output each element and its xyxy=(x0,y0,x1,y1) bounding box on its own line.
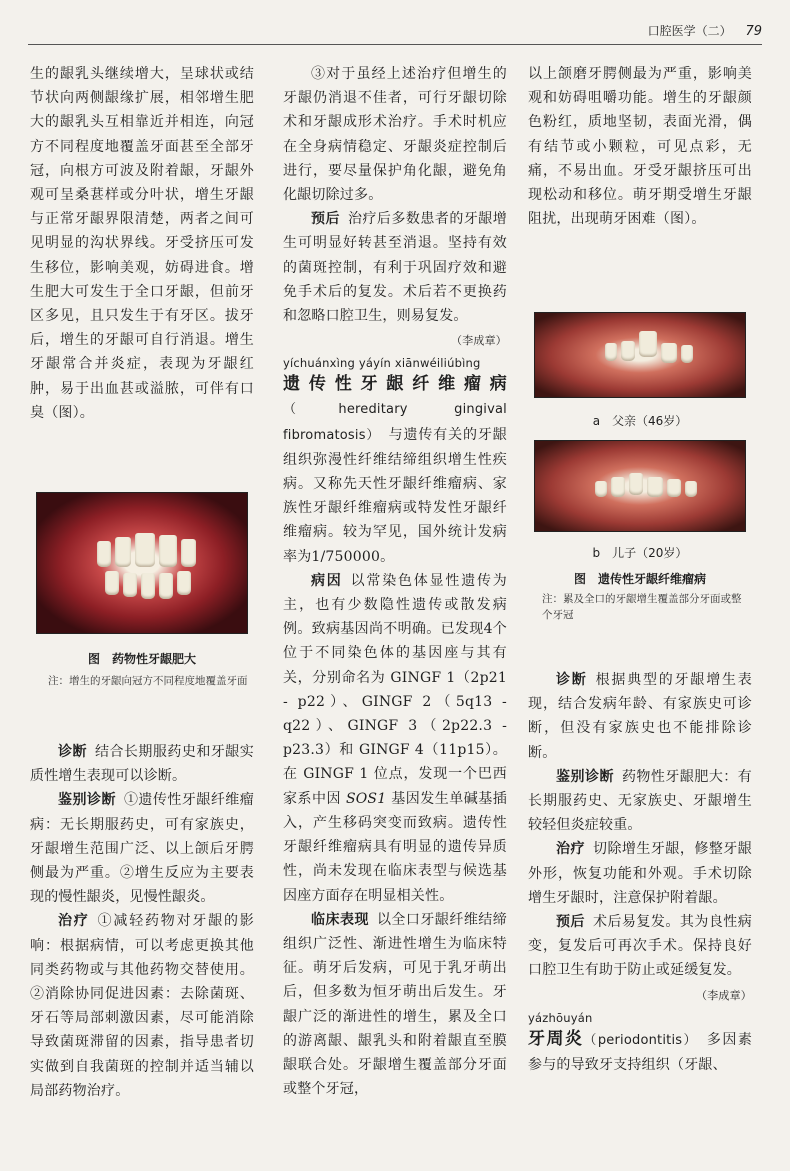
treatment-text: 切除增生牙龈，修整牙龈外形，恢复功能和外观。手术切除增生牙龈时，注意保护附着龈。 xyxy=(528,841,752,906)
treatment-text: ①减轻药物对牙龈的影响：根据病情，可以考虑更换其他同类药物或与其他药物交替使用。②消除协同促进因素：去除菌斑、牙石等局部刺激因素，尽可能消除导致菌斑滞留的因素，指导患者切实做到自我菌斑的控制并适当辅以局部药物治疗。 xyxy=(30,913,255,1099)
clinical-text: 以全口牙龈纤维结缔组织广泛性、渐进性增生为临床特征。萌牙后发病，可见于乳牙萌出后，但多数为恒牙萌出后发生。牙龈广泛的渐进性的增生，累及全口的游离龈、龈乳头和附着龈直至膜龈联合处。牙龈增生覆盖部分牙面或整个牙冠， xyxy=(283,911,507,1098)
entry-term-english: （periodontitis） xyxy=(583,1032,692,1048)
heading-diagnosis: 诊断 xyxy=(58,744,87,760)
entry-definition xyxy=(283,372,507,569)
column-2 xyxy=(283,62,507,1101)
author-credit: （李成章） xyxy=(696,988,752,1002)
definition-text: 多因素参与的导致牙支持组织（牙龈、 xyxy=(528,1031,753,1073)
heading-prognosis: 预后 xyxy=(311,211,340,228)
column-1-lower xyxy=(30,740,254,1103)
paragraph-differential xyxy=(528,765,752,838)
paragraph: ③对于虽经上述治疗但增生的牙龈仍消退不佳者，可行牙龈切除术和牙龈成形术治疗。手术时机应在全身病情稳定、牙龈炎症控制后进行，要尽量保护角化龈，避免角化龈切除过多。 xyxy=(283,66,507,204)
paragraph-differential xyxy=(30,788,254,909)
paragraph-clinical xyxy=(283,908,507,1102)
figure-note: 注：增生的牙龈向冠方不同程度地覆盖牙面 xyxy=(48,675,248,687)
entry-term: 遗传性牙龈纤维瘤病 xyxy=(283,374,507,395)
paragraph-treatment xyxy=(528,837,752,910)
diagnosis-text: 结合长期服药史和牙龈实质性增生表现可以诊断。 xyxy=(30,744,254,785)
heading-cause: 病因 xyxy=(311,572,343,589)
entry-pinyin: yázhōuyán xyxy=(528,1010,593,1025)
figure-a-caption: a 父亲（46岁） xyxy=(592,414,688,428)
heading-clinical: 临床表现 xyxy=(311,911,369,928)
column-3-lower xyxy=(528,668,752,1077)
heading-prognosis: 预后 xyxy=(556,914,585,931)
diagnosis-text: 根据典型的牙龈增生表现，结合发病年龄、有家族史可诊断，但没有家族史也不能排除诊断。 xyxy=(528,672,753,761)
entry-pinyin: yíchuánxìng yáyín xiānwéiliúbìng xyxy=(283,356,481,371)
cause-text: 以常染色体显性遗传为主，也有少数隐性遗传或散发病例。致病基因尚不明确。已发现4个位于不同染色体的基因座与其有关，分别命名为 GINGF 1（2p21 - p22）、GINGF 2（5q13 - q22）、GINGF 3（2p22.3 - p23.3）和 GINGF 4（11p15）。在 GINGF 1 位点，发现一个巴西家系中因 xyxy=(283,572,508,807)
figure-drug-induced-gingival-enlargement-photo xyxy=(36,492,248,634)
paragraph: 以上颌磨牙腭侧最为严重，影响美观和妨碍咀嚼功能。增生的牙龈颜色粉红，质地坚韧，表面光滑，偶有结节或小颗粒，可见点彩，无痛，不易出血。牙受牙龈挤压可出现松动和移位。萌牙期受增生牙龈阻扰，出现萌牙困难（图）。 xyxy=(528,66,752,228)
figure-b-caption: b 儿子（20岁） xyxy=(592,546,688,560)
gene-name: SOS1 xyxy=(345,790,387,807)
paragraph-diagnosis xyxy=(30,740,254,788)
heading-differential: 鉴别诊断 xyxy=(58,792,116,809)
prognosis-text: 术后易复发。其为良性病变，复发后可再次手术。保持良好口腔卫生有助于防止或延缓复发。 xyxy=(528,914,752,979)
entry-definition xyxy=(528,1027,752,1077)
header-section: 口腔医学（二） xyxy=(647,24,732,38)
column-1 xyxy=(30,62,254,425)
paragraph-cause xyxy=(283,569,507,908)
prognosis-text: 治疗后多数患者的牙龈增生可明显好转甚至消退。坚持有效的菌斑控制，有利于巩固疗效和避免手术后的复发。术后若不更换药和忽略口腔卫生，则易复发。 xyxy=(283,211,507,325)
heading-diagnosis: 诊断 xyxy=(556,672,588,688)
paragraph: 生的龈乳头继续增大，呈球状或结节状向两侧龈缘扩展，相邻增生肥大的龈乳头互相靠近并相连，向冠方不同程度地覆盖牙面甚至全部牙冠，向根方可波及附着龈，牙龈外观可呈桑葚样或分叶状，增生牙龈与正常牙龈界限清楚，两者之间可见明显的沟状界线。牙受挤压可发生移位，影响美观，妨碍进食。增生肥大可发生于全口牙龈，但前牙区多见，且只发生于有牙区。拔牙后，增生的牙龈可自行消退。增生牙龈常合并炎症，表现为牙龈红肿，易于出血甚或溢脓，可伴有口臭（图）。 xyxy=(30,66,254,421)
figure-caption-hgf xyxy=(528,570,752,623)
column-3 xyxy=(528,62,752,231)
running-header xyxy=(28,22,762,45)
entry-term: 牙周炎 xyxy=(528,1028,584,1049)
figure-note: 注：累及全口的牙龈增生覆盖部分牙面或整个牙冠 xyxy=(542,593,742,621)
paragraph-diagnosis xyxy=(528,668,752,765)
paragraph-treatment xyxy=(30,909,254,1103)
heading-differential: 鉴别诊断 xyxy=(556,768,614,785)
figure-son-photo xyxy=(534,440,746,532)
differential-text: 药物性牙龈肥大：有长期服药史、无家族史、牙龈增生较轻但炎症较重。 xyxy=(528,768,752,834)
page-number: 79 xyxy=(745,24,762,39)
paragraph-prognosis xyxy=(528,910,752,983)
cause-text-cont: 基因发生单碱基插入，产生移码突变而致病。遗传性牙龈纤维瘤病具有明显的遗传异质性，尚未发现在临床表型与候选基因座方面存在明显相关性。 xyxy=(283,790,507,904)
figure-caption xyxy=(30,650,254,689)
author-credit: （李成章） xyxy=(451,334,507,348)
heading-treatment: 治疗 xyxy=(556,841,585,858)
definition-text: 与遗传有关的牙龈组织弥漫性纤维结缔组织增生性疾病。又称先天性牙龈纤维瘤病、家族性牙龈纤维瘤病或特发性牙龈纤维瘤病。较为罕见，国外统计发病率为1/750000。 xyxy=(283,426,507,565)
figure-title: 图 药物性牙龈肥大 xyxy=(87,652,196,666)
paragraph-prognosis xyxy=(283,207,507,328)
figure-title: 图 遗传性牙龈纤维瘤病 xyxy=(573,572,706,586)
figure-father-photo xyxy=(534,312,746,398)
entry-term-english: （hereditary gingival fibromatosis） xyxy=(283,402,507,443)
heading-treatment: 治疗 xyxy=(58,913,90,930)
differential-text: ①遗传性牙龈纤维瘤病：无长期服药史，可有家族史，牙龈增生范围广泛、以上颌后牙腭侧最为严重。②增生反应为主要表现的慢性龈炎，见慢性龈炎。 xyxy=(30,792,254,906)
